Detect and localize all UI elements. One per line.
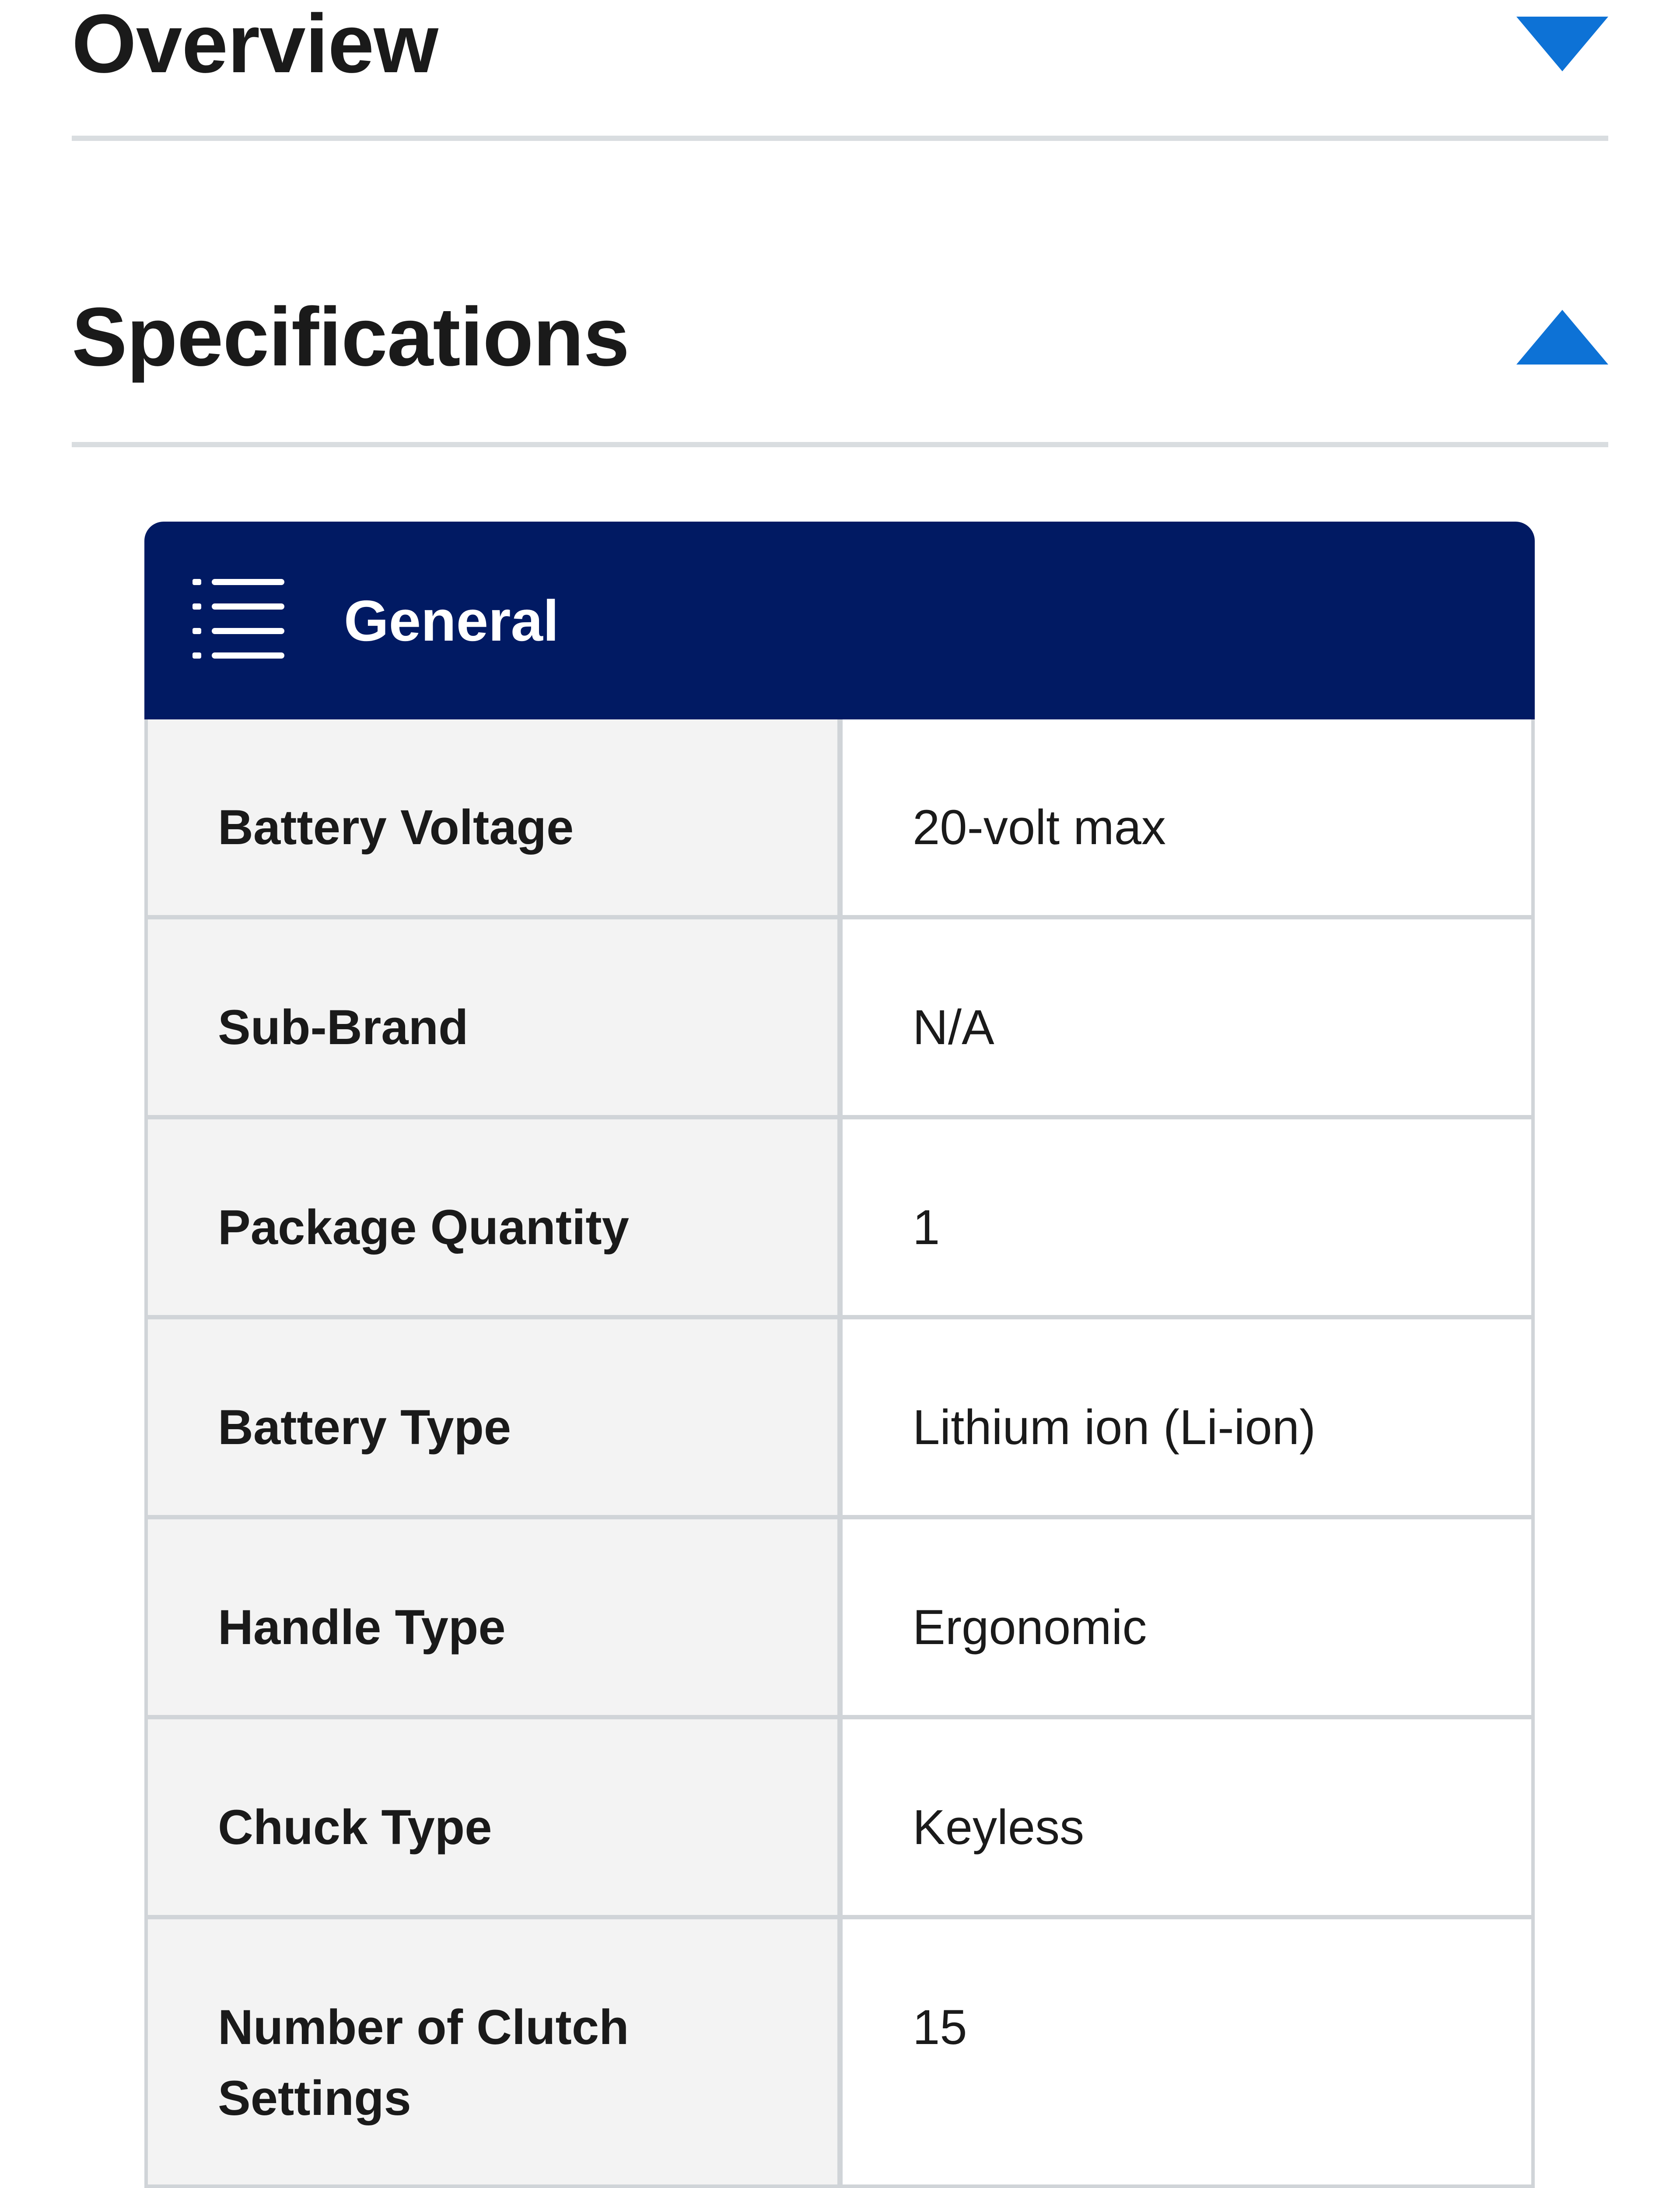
general-table-header [144,522,1535,719]
table-row [148,1519,1531,1719]
spec-value: N/A [843,919,1531,1115]
specifications-accordion-header[interactable] [72,271,1608,403]
spec-value: Lithium ion (Li-ion) [843,1319,1531,1515]
spec-label: Number of Clutch Settings [148,1919,843,2184]
general-spec-table [144,522,1535,2188]
spec-value: Keyless [843,1719,1531,1915]
table-row [148,1319,1531,1519]
specifications-title: Specifications [72,291,630,383]
spec-value: 15 [843,1919,1531,2184]
overview-title: Overview [72,0,438,90]
triangle-up-icon[interactable] [1516,310,1608,365]
spec-label: Battery Type [148,1319,843,1515]
triangle-down-icon[interactable] [1516,17,1608,71]
spec-value: 20-volt max [843,719,1531,915]
table-row [148,919,1531,1119]
spec-value: Ergonomic [843,1519,1531,1715]
divider [72,442,1608,447]
spec-label: Battery Voltage [148,719,843,915]
table-row [148,1119,1531,1319]
spec-label: Handle Type [148,1519,843,1715]
divider [72,136,1608,141]
spec-value: 1 [843,1119,1531,1315]
table-row [148,719,1531,919]
list-icon [192,575,284,666]
spec-label: Package Quantity [148,1119,843,1315]
table-row [148,1719,1531,1919]
general-table-title: General [344,588,559,653]
overview-accordion-header[interactable] [72,0,1608,105]
spec-label: Sub-Brand [148,919,843,1115]
spec-label: Chuck Type [148,1719,843,1915]
table-row [148,1919,1531,2188]
